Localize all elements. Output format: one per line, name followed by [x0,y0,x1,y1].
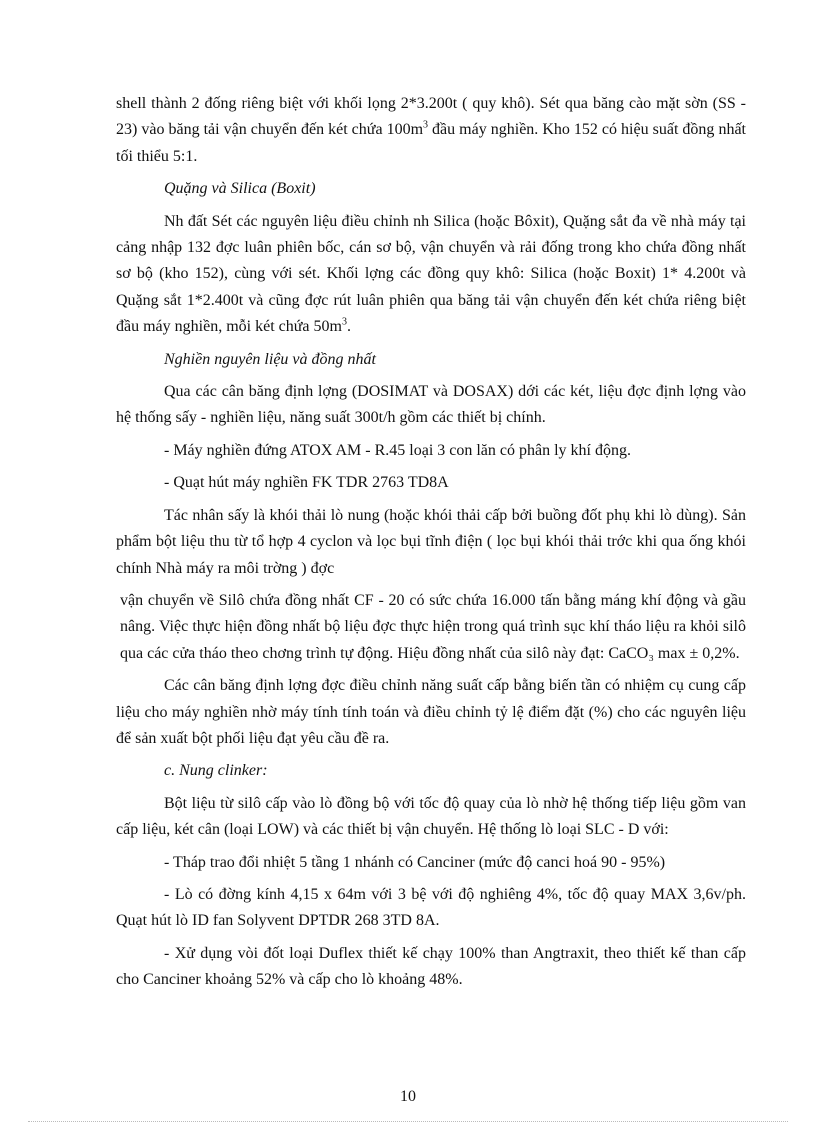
list-item-may-nghien: - Máy nghiền đứng ATOX AM - R.45 loại 3 con lăn có phân ly khí động. [164,441,631,459]
page-number: 10 [400,1088,416,1105]
section-heading-nung-clinker: c. Nung clinker: [164,762,268,780]
paragraph-12: Bột liệu từ silô cấp vào lò đồng bộ với tốc độ quay của lò nhờ hệ thống tiếp liệu gồm van cấp liệu, két cân (loại LOW) và các thiết bị vận chuyển. Hệ thống lò loại SLC - D với: [116,794,746,839]
paragraph-5: Qua các cân băng định lợng (DOSIMAT và DOSAX) dới các két, liệu đợc định lợng vào hệ thống sấy - nghiền liệu, năng suất 300t/h gồm các thiết bị chính. [116,383,746,427]
paragraph-10: Các cân băng định lợng đợc điều chỉnh năng suất cấp bằng biến tần có nhiệm cụ cung cấp liệu cho máy nghiền nhờ máy tính tính toán và điều chỉnh tỷ lệ điểm đặt (%) cho các nguyên liệu để sản xuất bột phối liệu đạt yêu cầu đề ra. [116,677,746,747]
list-item-lo: - Lò có đờng kính 4,15 x 64m với 3 bệ với độ nghiêng 4%, tốc độ quay MAX 3,6v/ph. Quạt hút lò ID fan Solyvent DPTDR 268 3TD 8A. [116,885,746,930]
section-heading-quang-silica: Quặng và Silica (Boxit) [164,180,316,198]
paragraph-3: Nh đất Sét các nguyên liệu điều chỉnh nh Silica (hoặc Bôxit), Quặng sắt đa về nhà máy tại cảng nhập 132 đợc luân phiên bốc, cán sơ bộ, vận chuyển và rải đống trong kho chứa đồng nhất sơ bộ (kho 152), cùng với sét. Khối lợng các đồng quy khô: Silica (hoặc Boxit) 1* 4.200t và Quặng sắt 1*2.400t và cũng đợc rút luân phiên qua băng tải vận chuyển đến két chứa riêng biệt đầu máy nghiền, mỗi két chứa $50m^3$. [116,212,746,336]
footer-divider [28,1121,788,1122]
section-heading-nghien-nguyen-lieu: Nghiền nguyên liệu và đồng nhất [164,350,376,368]
document-body [116,91,746,994]
list-item-quat-hut: - Quạt hút máy nghiền FK TDR 2763 TD8A [164,474,449,492]
list-item-voi-dot: - Xử dụng vòi đốt loại Duflex thiết kế chạy 100% than Angtraxit, theo thiết kế than cấp cho Canciner khoảng 52% và cấp cho lò khoảng 48%. [116,944,746,989]
paragraph-8: Tác nhân sấy là khói thải lò nung (hoặc khói thải cấp bởi buồng đốt phụ khi lò dùng). Sản phẩm bột liệu thu từ tổ hợp 4 cyclon và lọc bụi tĩnh điện ( lọc bụi khói thải trớc khi qua ống khói chính Nhà máy ra môi trờng ) đợc [116,506,746,577]
paragraph-1: shell thành 2 đống riêng biệt với khối lọng 2*3.200t ( quy khô). Sét qua băng cào mặt sờn (SS - 23) vào băng tải vận chuyển đến két chứa $100m^3$ đầu máy nghiền. Kho 152 có hiệu suất đồng nhất tối thiểu 5:1. [116,95,747,165]
list-item-thap-trao-doi: - Tháp trao đổi nhiệt 5 tầng 1 nhánh có Canciner (mức độ canci hoá 90 - 95%) [164,853,666,871]
paragraph-9: vận chuyển về Silô chứa đồng nhất CF - 20 có sức chứa 16.000 tấn bằng máng khí động và gầu nâng. Việc thực hiện đồng nhất bộ liệu đợc thực hiện trong quá trình sục khí tháo liệu ra khỏi silô qua các cửa tháo theo chơng trình tự động. Hiệu đồng nhất của silô này đạt: CaCO₃ max ± 0,2%. [120,591,746,662]
